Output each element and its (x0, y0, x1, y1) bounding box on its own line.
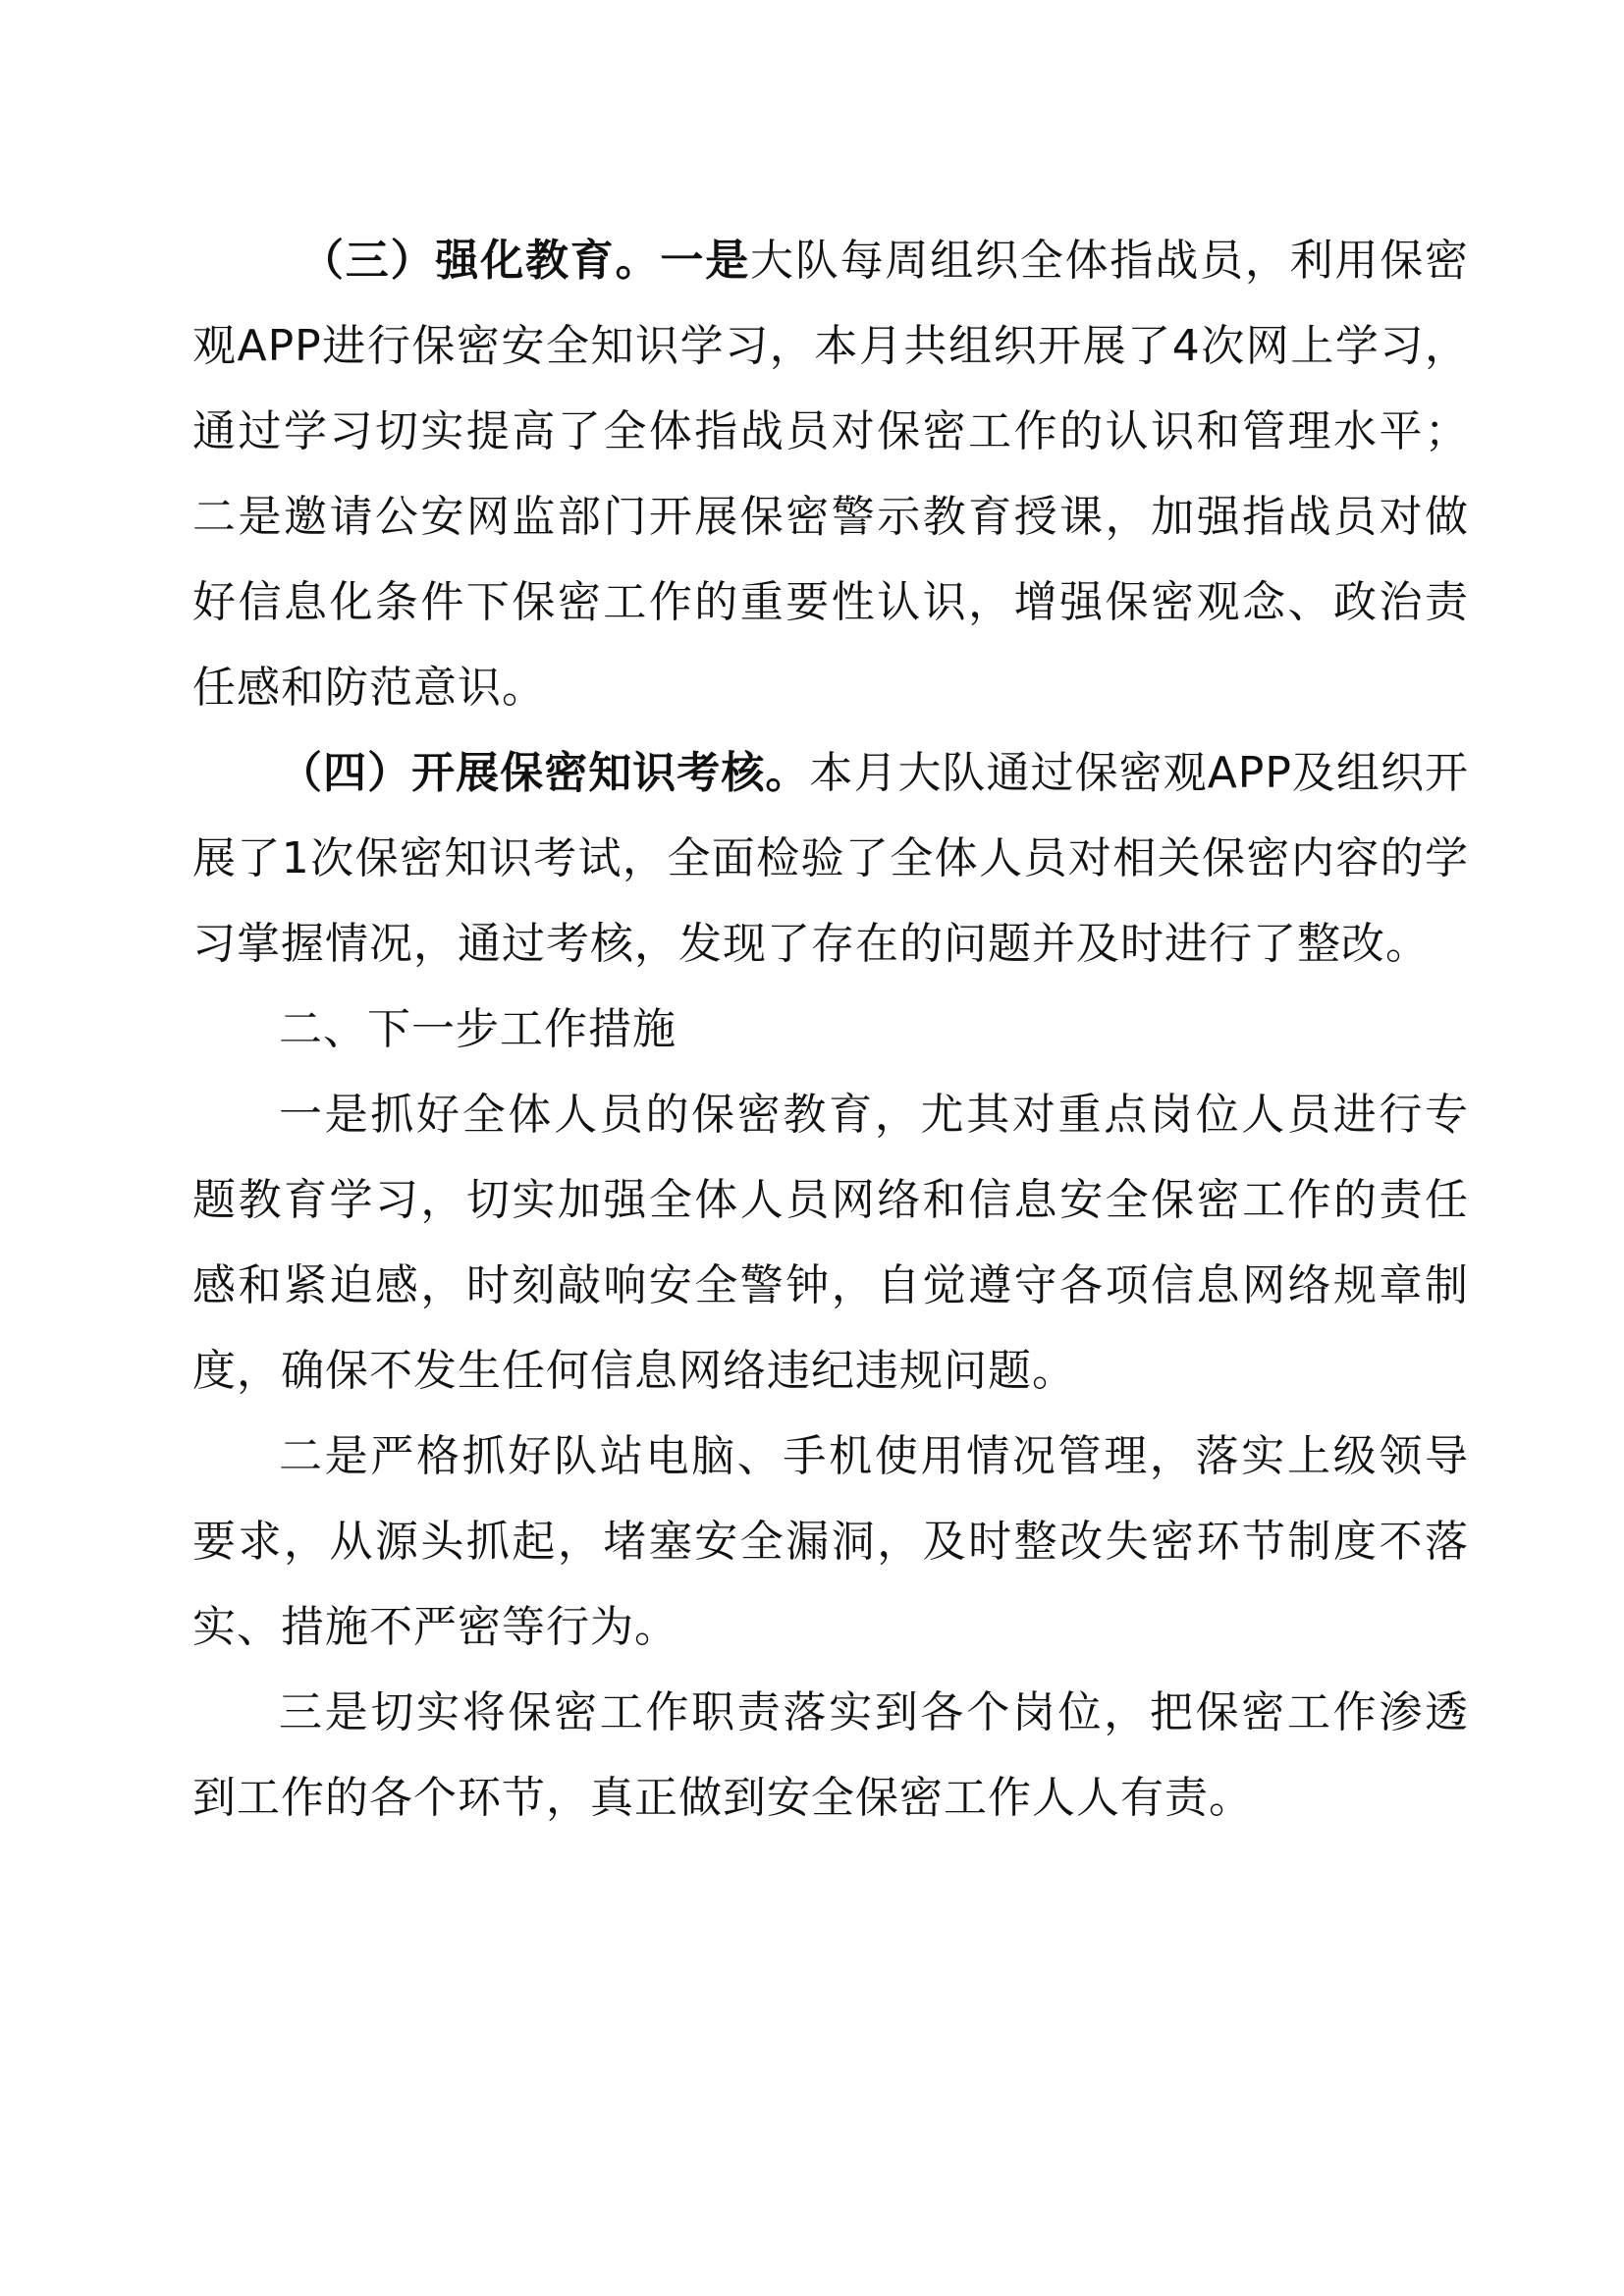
paragraph-text: 大队每周组织全体指战员，利用保密观APP进行保密安全知识学习，本月共组织开展了4次网上学习，通过学习切实提高了全体指战员对保密工作的认识和管理水平；二是邀请公安网监部门开展保密警示教育授课，加强指战员对做好信息化条件下保密工作的重要性认识，增强保密观念、政治责任感和防范意识。 (192, 236, 1470, 713)
paragraph-text: 本月大队通过保密观APP及组织开展了1次保密知识考试，全面检验了全体人员对相关保密内容的学习掌握情况，通过考核，发现了存在的问题并及时进行了整改。 (192, 748, 1470, 969)
section-heading-strengthen-education: （三）强化教育。 (300, 236, 661, 286)
paragraph-knowledge-exam (192, 730, 1469, 987)
paragraph-step-two: 二是严格抓好队站电脑、手机使用情况管理，落实上级领导要求，从源头抓起，堵塞安全漏洞，及时整改失密环节制度不落实、措施不严密等行为。 (192, 1431, 1469, 1652)
section-title-next-steps: 二、下一步工作措施 (279, 1004, 677, 1054)
document-page (192, 218, 1469, 1841)
paragraph-step-three: 三是切实将保密工作职责落实到各个岗位，把保密工作渗透到工作的各个环节，真正做到安全保密工作人人有责。 (192, 1687, 1469, 1823)
paragraph-step-one: 一是抓好全体人员的保密教育，尤其对重点岗位人员进行专题教育学习，切实加强全体人员网络和信息安全保密工作的责任感和紧迫感，时刻敲响安全警钟，自觉遵守各项信息网络规章制度，确保不发生任何信息网络违纪违规问题。 (192, 1090, 1469, 1396)
lead-phrase-first: 一是 (660, 236, 751, 286)
paragraph-strengthen-education (192, 218, 1469, 730)
section-heading-knowledge-exam: （四）开展保密知识考核。 (279, 748, 810, 798)
